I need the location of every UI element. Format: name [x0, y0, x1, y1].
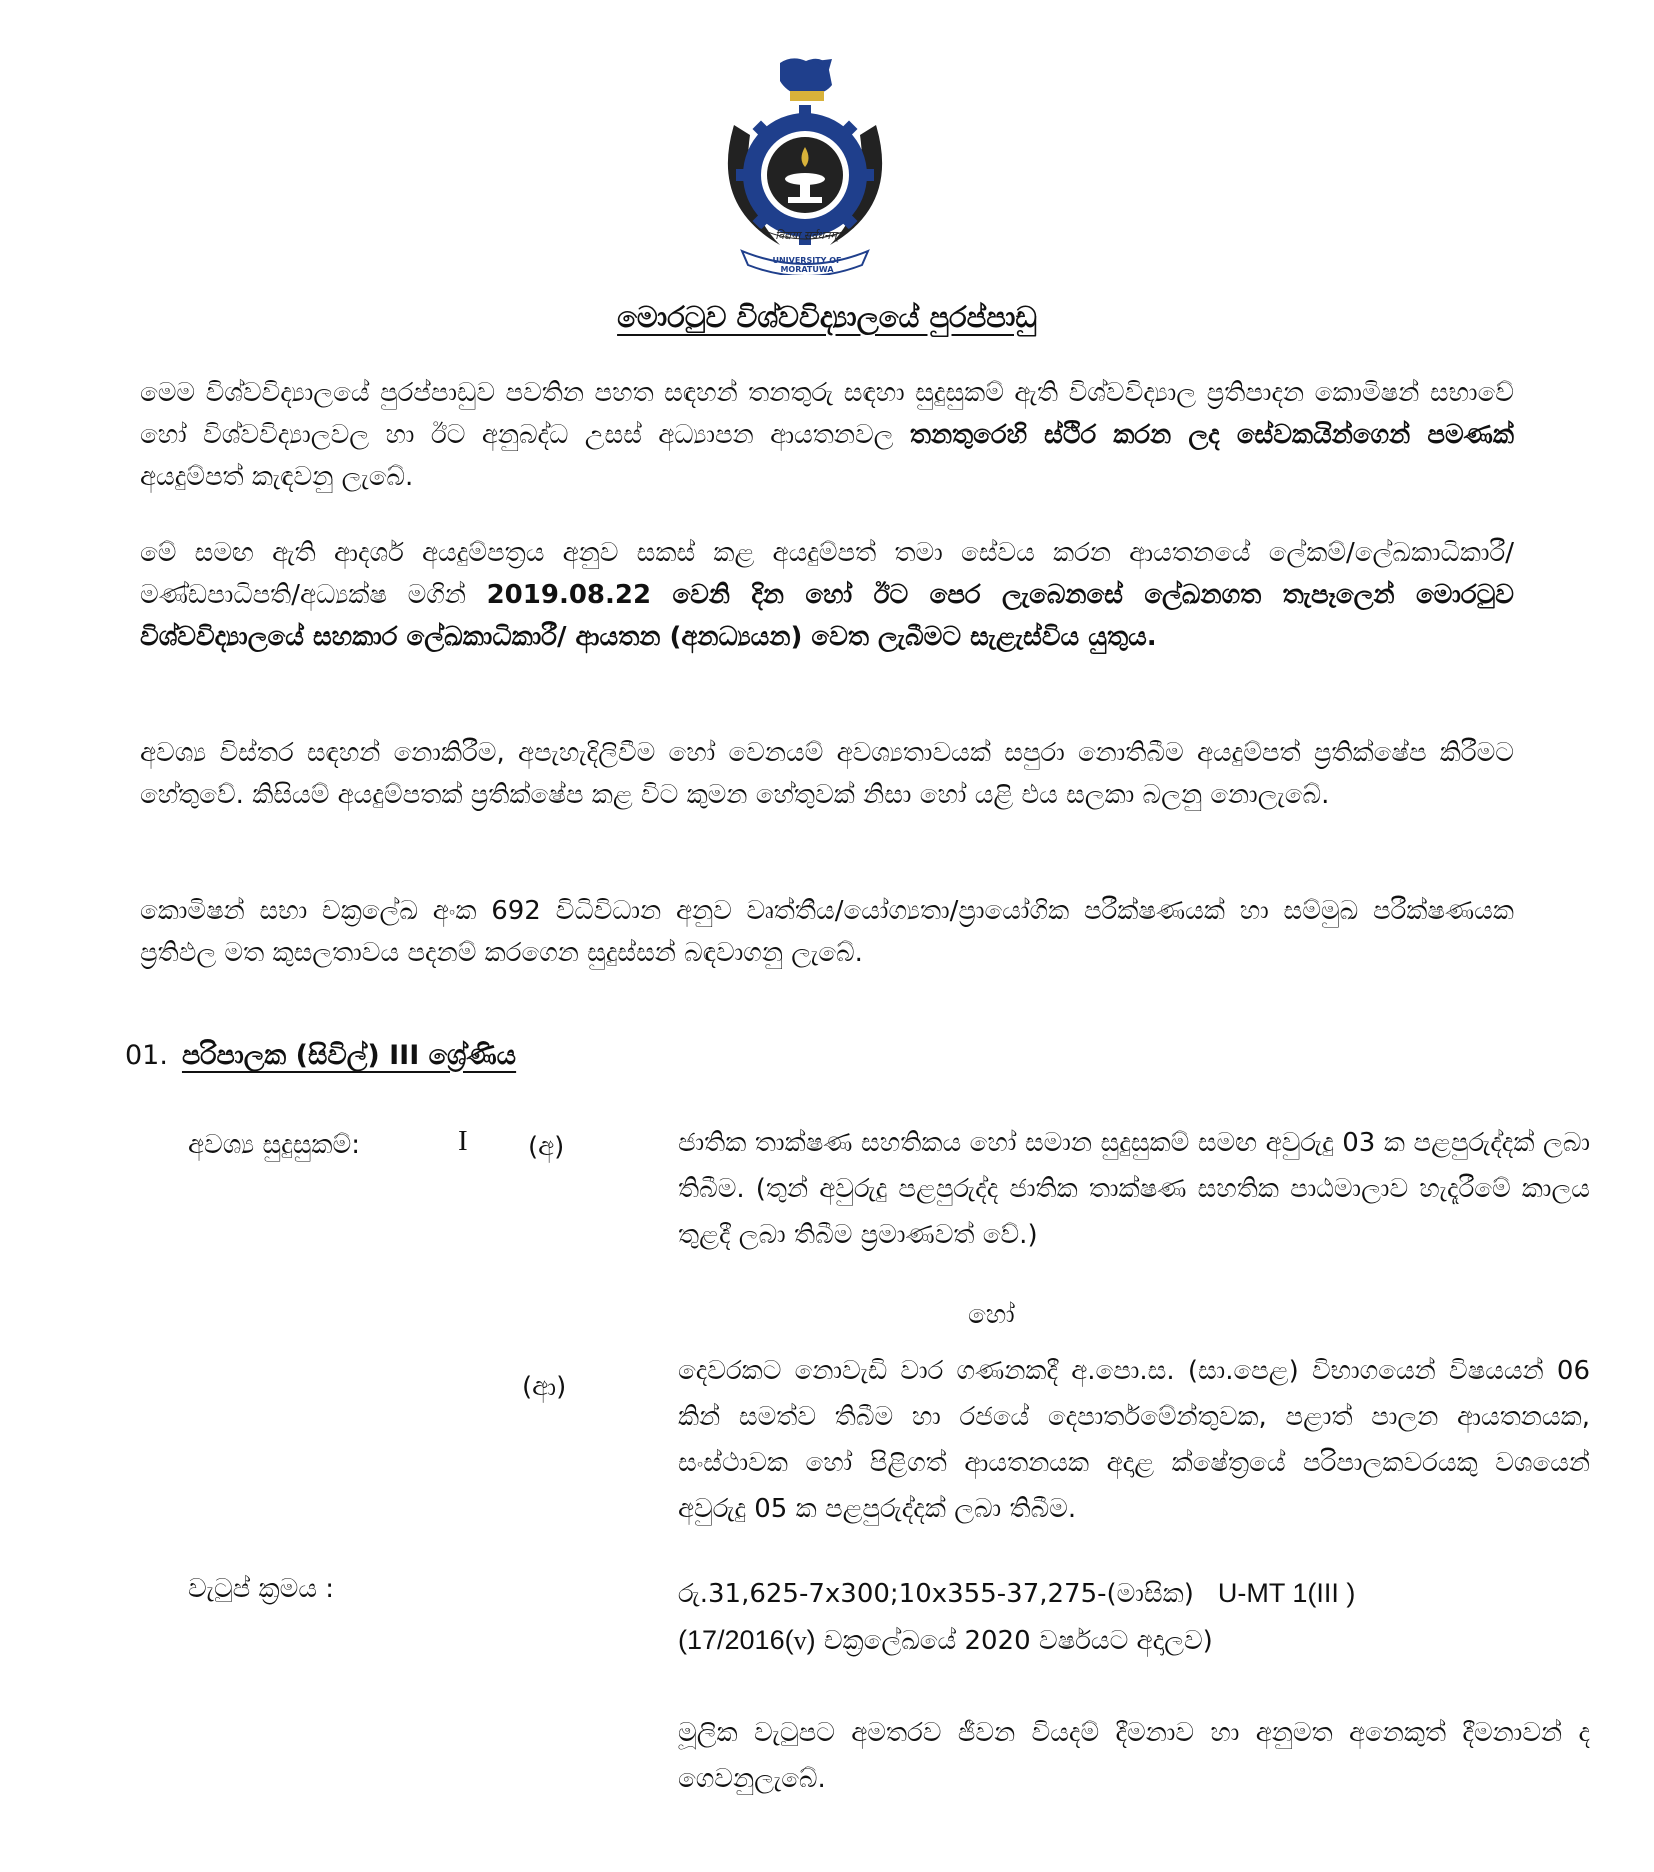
qualification-roman-numeral: I: [458, 1125, 468, 1157]
intro-paragraph-1: [140, 372, 1514, 498]
qualifications-label: අවශ්‍ය සුදුසුකම්:: [188, 1130, 360, 1160]
lion-icon: [780, 58, 832, 101]
circular-ref-v: v: [793, 1626, 807, 1655]
intro-p4-text: කොමිෂන් සභා චක්‍රලේඛ අංක 692 විධිවිධාන අනුව වෘත්තීය/යෝග්‍යතා/ප්‍රායෝගික පරීක්ෂණයක් හා සම්මුඛ පරීක්ෂණයක ප්‍රතිඵල මත කුසලතාවය පදනම් කරගෙන සුදුස්සන් බඳවාගනු ලැබේ.: [140, 896, 1514, 968]
salary-scale: රු.31,625-7x300;10x355-37,275-(මාසික): [678, 1579, 1194, 1609]
intro-p2-bold: 2019.08.22 වෙනි දින හෝ ඊට පෙර ලැබෙනසේ ලේඛනගත තැපෑලෙන් මොරටුව විශ්වවිද්‍යාලයේ සහකාර ලේඛකාධිකාරී/ ආයතන (අනධ්‍යයන) වෙත ලැබීමට සැළැස්විය යුතුය.: [140, 580, 1514, 652]
intro-p2-text: මේ සමඟ ඇති ආදර්ශ අයදුම්පත්‍රය අනුව සකස් කළ අයදුම්පත් තමා සේවය කරන ආයතනයේ ලේකම්/ලේඛකාධිකාරී/මණ්ඩපාධිපති/අධ්‍යක්ෂ මගින්: [140, 538, 1514, 610]
circular-ref-start: (17/2016(: [678, 1625, 794, 1655]
section-heading: [125, 1040, 516, 1072]
page-title: මොරටුව විශ්වවිද්‍යාලයේ පුරප්පාඩු: [617, 300, 1037, 334]
salary-scale-block: [678, 1570, 1590, 1664]
circular-ref-end: ): [806, 1625, 816, 1655]
intro-p1-bold: තනතුරෙහි ස්ථිර කරන ලද සේවකයින්ගෙන් පමණක්: [909, 420, 1514, 450]
qualification-aa-text: දෙවරකට නොවැඩි වාර ගණනකදී අ.පො.ස. (සා.පෙළ) විභාගයෙන් විෂයයන් 06 කින් සමත්ව තිබීම හා රජයේ දෙපාර්තමේන්තුවක, පළාත් පාලන ආයතනයක, සංස්ථාවක හෝ පිළිගත් ආයතනයක අදාළ ක්ෂේත්‍රයේ පරිපාලකවරයකු වශයෙන් අවුරුදු 05 ක පළපුරුද්දක් ලබා තිබීම.: [678, 1356, 1590, 1524]
allowances-text: මූලික වැටුපට අමතරව ජීවන වියදම් දීමනාව හා අනුමත අනෙකුත් දීමනාවන් ද ගෙවනුලැබේ.: [678, 1718, 1590, 1794]
intro-paragraph-4: [140, 890, 1514, 974]
or-separator: හෝ: [968, 1300, 1015, 1330]
salary-circular-line: [678, 1617, 1590, 1664]
circular-text: චක්‍රලේඛයේ 2020 වර්ෂයට අදාලව): [815, 1626, 1213, 1656]
salary-label: වැටුප් ක්‍රමය :: [188, 1574, 335, 1604]
salary-code: U-MT 1(III ): [1217, 1578, 1356, 1608]
logo-ribbon-text: UNIVERSITY OF MORATUWA: [772, 256, 842, 274]
salary-scale-line: [678, 1570, 1590, 1617]
qualification-a-text: ජාතික තාක්ෂණ සහතිකය හෝ සමාන සුදුසුකම් සමඟ අවුරුදු 03 ක පළපුරුද්දක් ලබා තිබීම. (තුන් අවුරුදු පළපුරුද්ද ජාතික තාක්ෂණ සහතික පාඨමාලාව හැදෑරීමේ කාලය තුළදී ලබා තිබීම ප්‍රමාණවත් වේ.): [678, 1128, 1590, 1250]
qualification-aa-marker: (ආ): [522, 1372, 567, 1402]
intro-paragraph-2: [140, 532, 1514, 658]
section-number: 01.: [125, 1040, 168, 1071]
intro-p3-text: අවශ්‍ය විස්තර සඳහන් නොකිරීම, අපැහැදිලිවීම හෝ වෙනයම් අවශ්‍යතාවයක් සපුරා නොතිබීම අයදුම්පත් ප්‍රතික්ෂේප කිරීමට හේතුවේ. කිසියම් අයදුම්පතක් ප්‍රතික්ෂේප කළ විට කුමන හේතුවක් නිසා හෝ යළි එය සලකා බලනු නොලැබේ.: [140, 738, 1514, 810]
intro-p1-text-end: අයදුම්පත් කැඳවනු ලැබේ.: [140, 462, 414, 492]
logo-motto: विद्यया सर्वधनम्: [775, 229, 837, 242]
intro-paragraph-3: [140, 732, 1514, 816]
intro-p1-text: මෙම විශ්වවිද්‍යාලයේ පුරප්පාඩුව පවතින පහත සඳහන් තනතුරු සඳහා සුදුසුකම් ඇති විශ්වවිද්‍යාල ප්‍රතිපාදන කොමිෂන් සභාවේ හෝ විශ්වවිද්‍යාලවල හා ඊට අනුබද්ධ උසස් අධ්‍යාපන ආයතනවල: [140, 378, 1514, 450]
section-name: පරිපාලක (සිවිල්) III ශ්‍රේණිය: [181, 1040, 517, 1071]
qualification-a-marker: (අ): [528, 1132, 565, 1162]
